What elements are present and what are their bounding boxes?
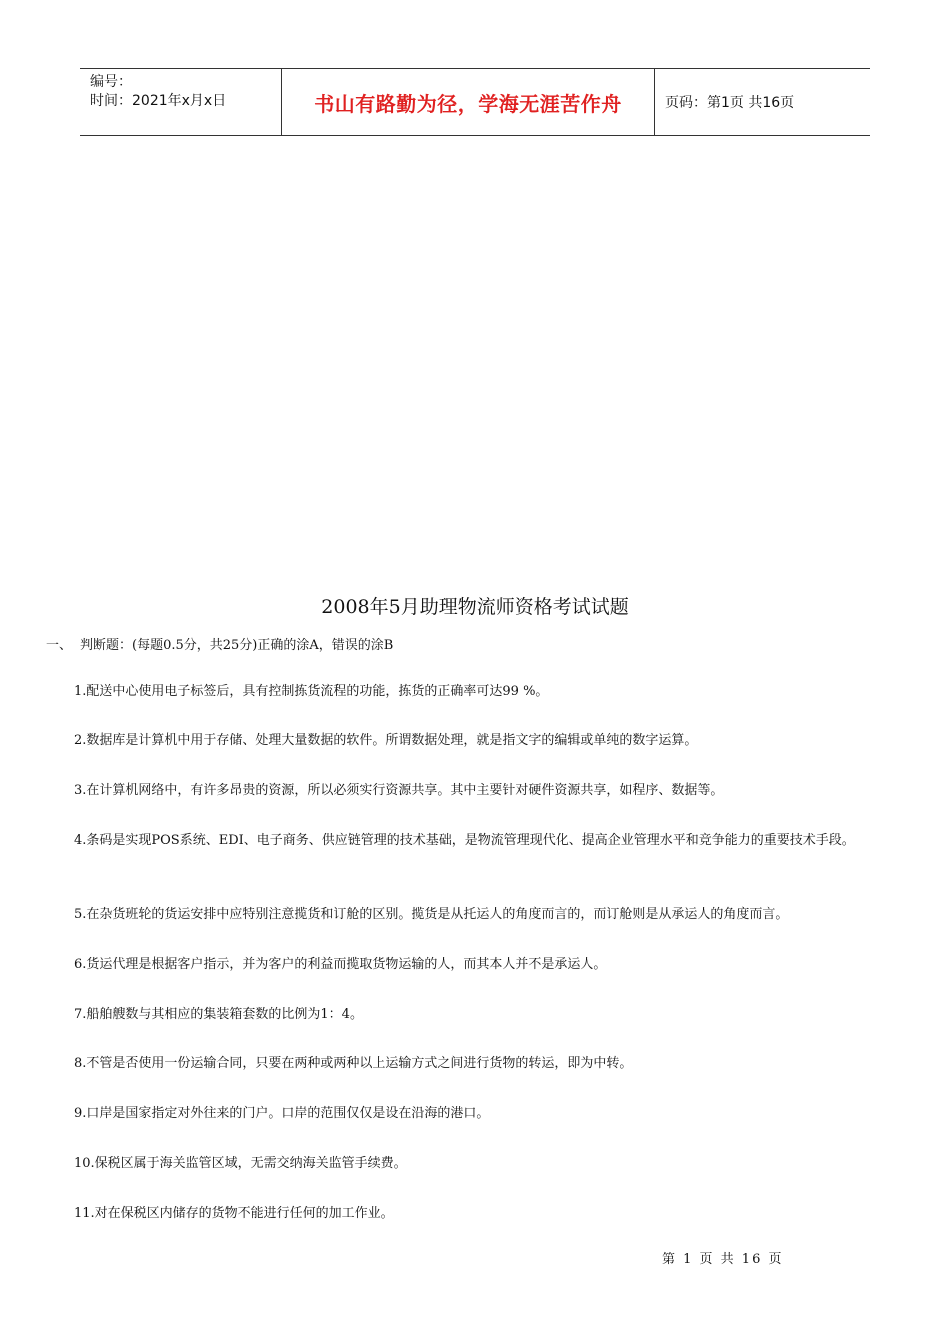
question-item: 9.口岸是国家指定对外往来的门户。口岸的范围仅仅是设在沿海的港口。 (74, 1106, 490, 1121)
time-label: 时间：2021年x月x日 (90, 93, 227, 109)
page-footer: 第 1 页 共 16 页 (662, 1252, 784, 1267)
header-meta-cell (80, 69, 282, 135)
question-item: 6.货运代理是根据客户指示，并为客户的利益而揽取货物运输的人，而其本人并不是承运人。 (74, 957, 607, 972)
question-item: 2.数据库是计算机中用于存储、处理大量数据的软件。所谓数据处理，就是指文字的编辑或单纯的数字运算。 (74, 733, 698, 748)
question-item: 7.船舶艘数与其相应的集装箱套数的比例为1：4。 (74, 1007, 363, 1022)
page-info: 页码：第1页 共16页 (665, 95, 795, 111)
question-item: 5.在杂货班轮的货运安排中应特别注意揽货和订舱的区别。揽货是从托运人的角度而言的，而订舱则是从承运人的角度而言。 (74, 907, 789, 922)
question-item: 1.配送中心使用电子标签后，具有控制拣货流程的功能，拣货的正确率可达99 %。 (74, 684, 549, 699)
question-item: 8.不管是否使用一份运输合同，只要在两种或两种以上运输方式之间进行货物的转运，即为中转。 (74, 1056, 633, 1071)
question-item: 4.条码是实现POS系统、EDI、电子商务、供应链管理的技术基础，是物流管理现代化、提高企业管理水平和竞争能力的重要技术手段。 (74, 833, 855, 848)
header-table (80, 68, 870, 136)
section-heading (46, 634, 393, 653)
question-item: 3.在计算机网络中，有许多昂贵的资源，所以必须实行资源共享。其中主要针对硬件资源共享，如程序、数据等。 (74, 783, 724, 798)
question-item: 10.保税区属于海关监管区域，无需交纳海关监管手续费。 (74, 1156, 407, 1171)
motto-text: 书山有路勤为径，学海无涯苦作舟 (314, 91, 622, 116)
header-page-cell (655, 69, 870, 135)
section-number: 一、 (46, 638, 73, 653)
section-text: 判断题：(每题0.5分，共25分)正确的涂A，错误的涂B (80, 638, 394, 653)
header-motto-cell (282, 69, 655, 135)
serial-label: 编号： (90, 74, 132, 90)
question-item: 11.对在保税区内储存的货物不能进行任何的加工作业。 (74, 1206, 394, 1221)
document-title: 2008年5月助理物流师资格考试试题 (321, 596, 629, 618)
